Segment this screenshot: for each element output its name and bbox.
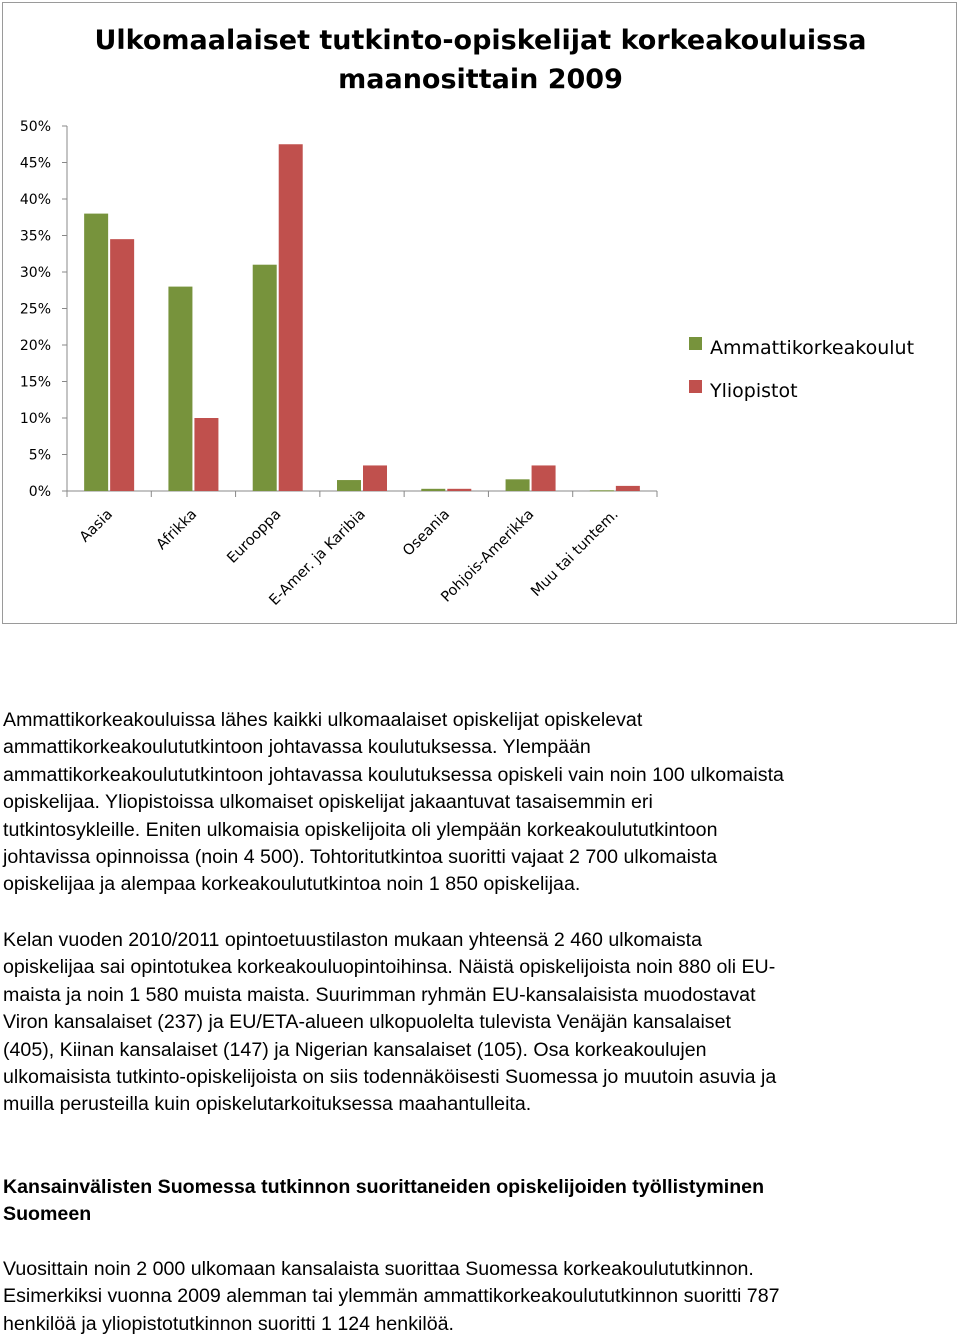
y-tick-label: 40%: [19, 192, 51, 208]
bar: [447, 489, 471, 491]
paragraph-line: Esimerkiksi vuonna 2009 alemman tai ylemmän ammattikorkeakoulututkinnon suoritti 787: [3, 1285, 780, 1308]
x-tick-label: Muu tai tuntem.: [528, 506, 622, 600]
legend-swatch: [689, 380, 702, 393]
y-tick-label: 45%: [19, 155, 51, 172]
paragraph-line: ammattikorkeakoulututkintoon johtavassa koulutuksessa opiskeli vain noin 100 ulkomaista: [3, 763, 784, 786]
x-tick-label: Oseania: [400, 506, 454, 560]
paragraph-line: ulkomaisista tutkinto-opiskelijoista on siis todennäköisesti Suomessa jo muutoin asuvia ja: [3, 1066, 777, 1089]
bar-chart: [3, 3, 958, 625]
bar: [506, 479, 530, 491]
bar: [616, 486, 640, 491]
y-tick-label: 30%: [19, 265, 51, 281]
section-heading: [3, 1174, 955, 1229]
bar: [253, 265, 277, 491]
x-tick-label: Pohjois-Amerikka: [438, 506, 538, 606]
paragraph-2: [3, 927, 955, 1119]
y-tick-label: 0%: [28, 484, 51, 500]
y-tick-label: 35%: [19, 228, 51, 245]
paragraph-line: henkilöä ja yliopistotutkinnon suoritti 1 124 henkilöä.: [3, 1312, 454, 1335]
legend-label: Ammattikorkeakoulut: [710, 337, 915, 359]
paragraph-3: [3, 1256, 955, 1338]
y-tick-label: 5%: [28, 447, 51, 464]
y-tick-label: 20%: [19, 338, 51, 354]
paragraph-line: maista ja noin 1 580 muista maista. Suurimman ryhmän EU-kansalaisista muodostavat: [3, 983, 756, 1006]
paragraph-line: muilla perusteilla kuin opiskelutarkoituksessa maahantulleita.: [3, 1093, 532, 1116]
paragraph-line: opiskelijaa ja alempaa korkeakoulututkintoa noin 1 850 opiskelijaa.: [3, 873, 581, 896]
heading-line: Kansainvälisten Suomessa tutkinnon suorittaneiden opiskelijoiden työllistyminen: [3, 1176, 765, 1198]
paragraph-line: Viron kansalaiset (237) ja EU/ETA-alueen ulkopuolelta tulevista Venäjän kansalaiset: [3, 1011, 731, 1034]
x-tick-label: Aasia: [76, 506, 116, 546]
heading-line: Suomeen: [3, 1203, 92, 1226]
x-tick-label: Afrikka: [153, 506, 201, 554]
paragraph-line: (405), Kiinan kansalaiset (147) ja Nigerian kansalaiset (105). Osa korkeakoulujen: [3, 1038, 707, 1061]
paragraph-line: Vuosittain noin 2 000 ulkomaan kansalaista suorittaa Suomessa korkeakoulututkinnon.: [3, 1258, 754, 1280]
bar: [168, 287, 192, 491]
y-tick-label: 15%: [19, 374, 51, 391]
bar: [110, 239, 134, 491]
paragraph-line: opiskelijaa. Yliopistoissa ulkomaiset opiskelijat jakaantuvat tasaisemmin eri: [3, 791, 653, 814]
y-tick-label: 10%: [19, 411, 51, 427]
x-tick-label: Eurooppa: [224, 506, 285, 567]
x-tick-label: E-Amer. ja Karibia: [266, 506, 369, 609]
paragraph-line: Ammattikorkeakouluissa lähes kaikki ulkomaalaiset opiskelijat opiskelevat: [3, 709, 643, 731]
paragraph-line: tutkintosykleille. Eniten ulkomaisia opiskelijoita oli ylempään korkeakoulututkintoon: [3, 818, 718, 841]
bar: [279, 144, 303, 491]
chart-title-line-1: Ulkomaalaiset tutkinto-opiskelijat korkeakouluissa: [94, 25, 867, 56]
y-tick-label: 50%: [19, 119, 51, 135]
paragraph-line: opiskelijaa sai opintotukea korkeakouluopintoihinsa. Näistä opiskelijoista noin 880 oli EU-: [3, 956, 776, 979]
paragraph-1: [3, 707, 955, 899]
bar: [337, 480, 361, 491]
paragraph-line: johtavissa opinnoissa (noin 4 500). Tohtoritutkintoa suoritti vajaat 2 700 ulkomaista: [3, 846, 718, 869]
legend-swatch: [689, 337, 702, 350]
chart-title-line-2: maanosittain 2009: [338, 64, 623, 95]
paragraph-line: Kelan vuoden 2010/2011 opintoetuustilaston mukaan yhteensä 2 460 ulkomaista: [3, 929, 702, 951]
bar: [194, 418, 218, 491]
paragraph-line: ammattikorkeakoulututkintoon johtavassa koulutuksessa. Ylempään: [3, 736, 591, 759]
bar: [590, 490, 614, 491]
bar: [421, 489, 445, 491]
chart-container: [2, 2, 957, 624]
bar: [84, 214, 108, 491]
bar: [532, 465, 556, 491]
y-tick-label: 25%: [19, 301, 51, 318]
legend-label: Yliopistot: [710, 380, 798, 402]
bar: [363, 465, 387, 491]
